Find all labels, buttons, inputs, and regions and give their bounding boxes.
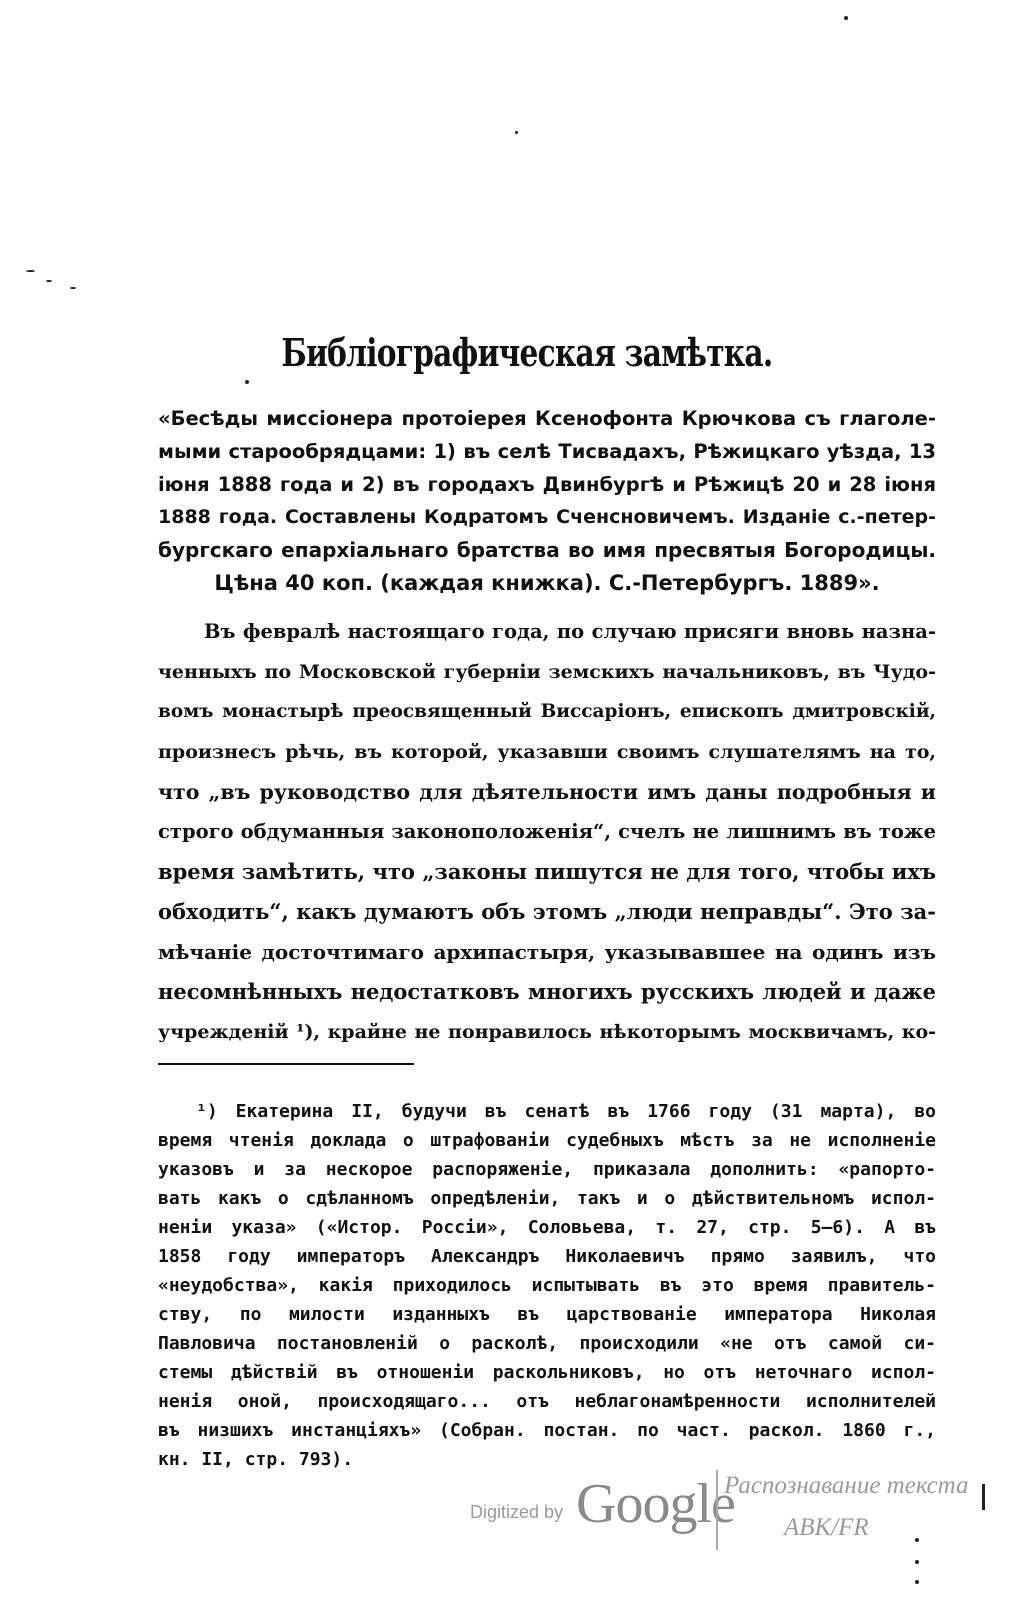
footnote-line: «неудобства», какiя приходилось испытывать въ это время правитель- (158, 1275, 936, 1296)
paragraph-line: учрежденiй ¹), крайне не понравилось нѣкоторымъ москвичамъ, ко- (158, 1021, 936, 1043)
paragraph-line: мѣчанiе досточтимаго архипастыря, указывавшее на одинъ изъ (158, 940, 936, 964)
paragraph-line: несомнѣнныхъ недостатковъ многихъ русскихъ людей и даже (158, 979, 936, 1004)
text-recognition-label: Распознавание текста (724, 1472, 969, 1499)
citation-line: мыми старообрядцами: 1) въ селѣ Тисвадахъ, Рѣжицкаго уѣзда, 13 (158, 440, 936, 463)
paragraph-line: Въ февралѣ настоящаго года, по случаю присяги вновь назна- (204, 620, 936, 643)
digitization-watermark (470, 1458, 990, 1558)
scan-speck (844, 16, 848, 20)
paragraph-line: строго обдуманныя законоположенiя“, счелъ не лишнимъ въ тоже (158, 820, 936, 843)
footnote-line: 1858 году императоръ Александръ Николаевичъ прямо заявилъ, что (158, 1246, 936, 1267)
paragraph-line: ченныхъ по Московской губернiи земскихъ начальниковъ, въ Чудо- (158, 661, 936, 683)
footnote-line: стемы дѣйствiй въ отношенiи раскольниковъ, но отъ неточнаго испол- (158, 1362, 936, 1383)
footnote-line: Павловича постановленiй о расколѣ, происходили «не отъ самой си- (158, 1333, 936, 1354)
paragraph-line: произнесъ рѣчь, въ которой, указавши своимъ слушателямъ на то, (158, 741, 936, 763)
scan-speck (915, 1560, 919, 1564)
footnote (158, 1097, 936, 1474)
footnote-line: ненiя оной, происходящаго... отъ неблагонамѣренности исполнителей (158, 1391, 936, 1412)
footnote-line: ¹) Екатерина II, будучи въ сенатѣ въ 1766 году (31 марта), во (196, 1101, 936, 1122)
scan-speck (915, 1580, 919, 1584)
citation-line: Цѣна 40 коп. (каждая книжка). С.-Петербургъ. 1889». (214, 571, 880, 595)
paragraph-line: обходить“, какъ думаютъ объ этомъ „люди неправды“. Это за- (158, 899, 936, 924)
footnote-line: ству, по милости изданныхъ въ царствованiе императора Николая (158, 1304, 936, 1325)
scan-speck (515, 131, 518, 134)
citation-line: бургскаго епархiальнаго братства во имя пресвятыя Богородицы. (158, 538, 936, 562)
footnote-line: указовъ и за нескорое распоряженiе, приказала дополнить: «рапорто- (158, 1159, 936, 1180)
footnote-divider (158, 1063, 414, 1065)
footnote-line: въ низшихъ инстанцiяхъ» (Собран. постан. по част. раскол. 1860 г., (158, 1420, 936, 1441)
scan-speck (26, 270, 35, 272)
citation-line: iюня 1888 года и 2) въ городахъ Двинбургѣ и Рѣжицѣ 20 и 28 iюня (158, 473, 936, 496)
paragraph-line: что „въ руководство для дѣятельности имъ даны подробныя и (158, 780, 936, 804)
scan-speck (70, 287, 76, 289)
footnote-line: кн. II, стр. 793). (158, 1449, 354, 1470)
footnote-line: вать какъ о сдѣланномъ опредѣленiи, такъ и о дѣйствительномъ испол- (158, 1188, 936, 1209)
main-paragraph (158, 612, 936, 1052)
abk-fr-signature: ABK/FR (784, 1514, 869, 1541)
footnote-line: время чтенiя доклада о штрафованiи судебныхъ мѣстъ за не исполненiе (158, 1130, 936, 1151)
bibliographic-citation (158, 402, 936, 600)
scan-speck (245, 380, 249, 384)
paragraph-line: время замѣтить, что „законы пишутся не для того, чтобы ихъ (158, 859, 936, 884)
footnote-line: ненiи указа» («Истор. Россiи», Соловьева, т. 27, стр. 5—6). А въ (158, 1217, 936, 1238)
watermark-divider (716, 1470, 718, 1550)
citation-line: 1888 года. Составлены Кодратомъ Сченсновичемъ. Изданiе с.-петер- (158, 506, 936, 528)
google-logo: Google (576, 1473, 735, 1535)
scan-speck (46, 280, 52, 282)
paragraph-line: вомъ монастырѣ преосвященный Виссарiонъ, епископъ дмитровскiй, (158, 701, 936, 722)
page-title: Библiографическая замѣтка. (281, 330, 773, 375)
citation-line: «Бесѣды миссiонера протоiерея Ксенофонта Крючкова съ глаголе- (158, 407, 936, 430)
digitized-by-label: Digitized by (470, 1502, 564, 1522)
